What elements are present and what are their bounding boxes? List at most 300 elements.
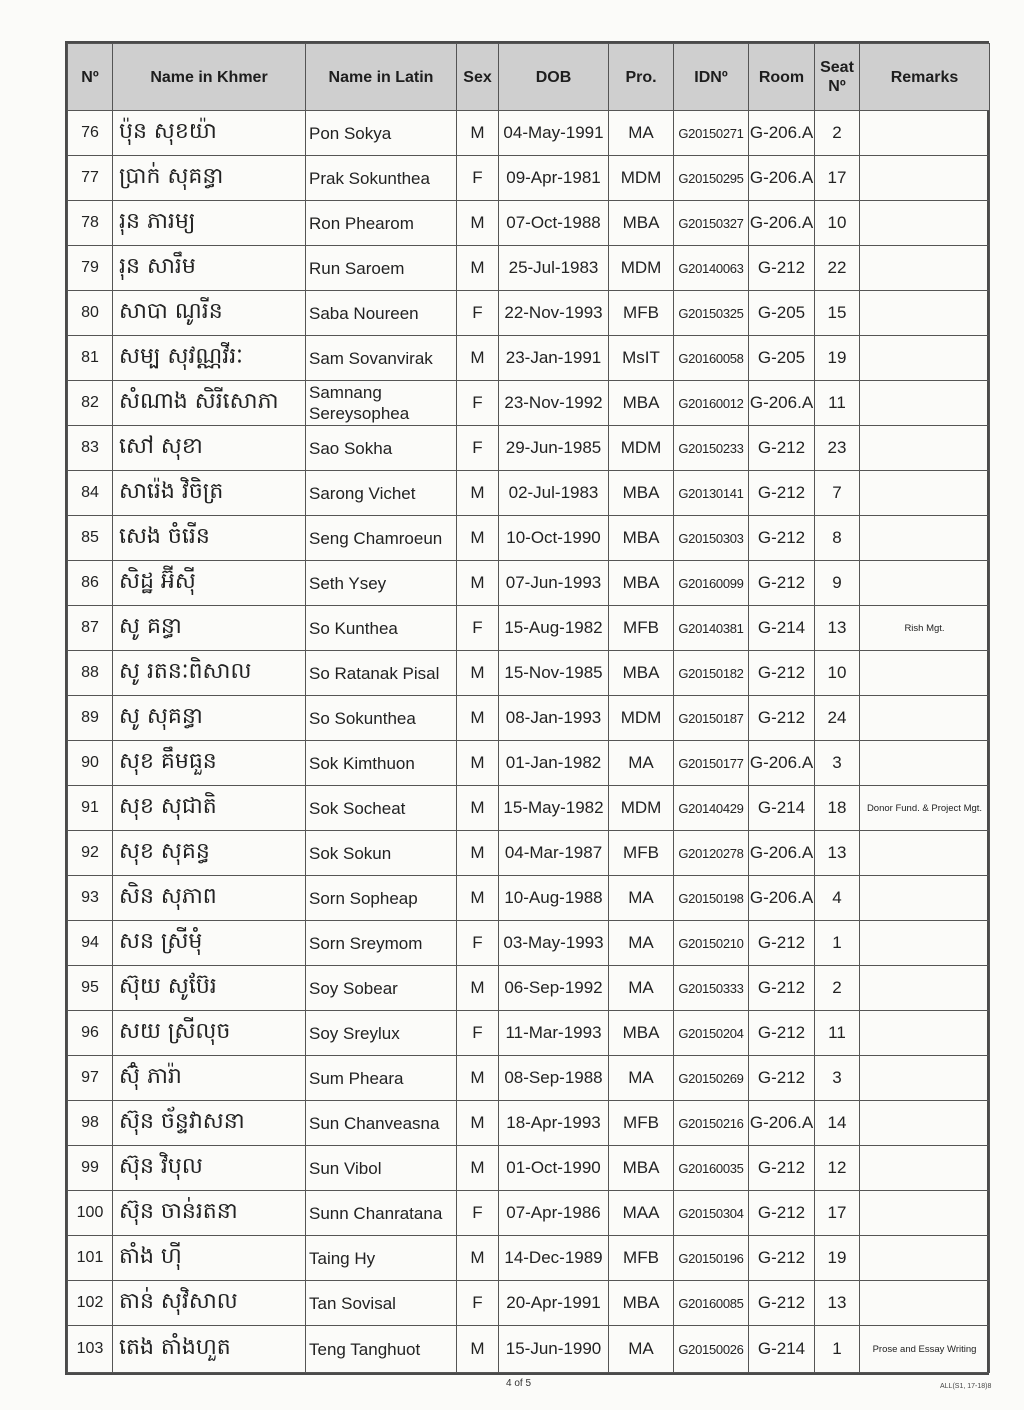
name-latin-cell: Soy Sreylux: [306, 1011, 457, 1056]
dob-cell: 01-Jan-1982: [499, 741, 609, 786]
row-number-cell: 76: [68, 111, 113, 156]
header-name-khmer: Name in Khmer: [113, 44, 306, 111]
seat-cell: 3: [815, 1056, 860, 1101]
sex-cell: M: [457, 1101, 499, 1146]
room-cell: G-212: [749, 1191, 815, 1236]
program-cell: MAA: [609, 1191, 674, 1236]
program-cell: MBA: [609, 381, 674, 426]
sex-cell: M: [457, 696, 499, 741]
row-number-cell: 78: [68, 201, 113, 246]
name-khmer-cell: ស៊ុយ សូប៊ែរ: [113, 966, 306, 1011]
seat-cell: 19: [815, 336, 860, 381]
idn-cell: G20150216: [674, 1101, 749, 1146]
program-cell: MsIT: [609, 336, 674, 381]
name-khmer-cell: តាំង ហ៊ី: [113, 1236, 306, 1281]
sex-cell: M: [457, 246, 499, 291]
name-latin-cell: So Ratanak Pisal: [306, 651, 457, 696]
table-row: [68, 786, 990, 831]
sex-cell: M: [457, 336, 499, 381]
seat-cell: 1: [815, 921, 860, 966]
room-cell: G-212: [749, 921, 815, 966]
name-khmer-cell: សម្ប សុវណ្ណវីរៈ: [113, 336, 306, 381]
program-cell: MFB: [609, 291, 674, 336]
dob-cell: 03-May-1993: [499, 921, 609, 966]
sex-cell: M: [457, 1056, 499, 1101]
program-cell: MBA: [609, 201, 674, 246]
remarks-cell: [860, 201, 990, 246]
idn-cell: G20130141: [674, 471, 749, 516]
header-room: Room: [749, 44, 815, 111]
table-row: [68, 156, 990, 201]
name-latin-cell: Taing Hy: [306, 1236, 457, 1281]
room-cell: G-206.A: [749, 201, 815, 246]
idn-cell: G20150198: [674, 876, 749, 921]
table-body: [68, 111, 990, 1373]
seat-cell: 1: [815, 1326, 860, 1373]
name-khmer-cell: រុន ភារម្យ: [113, 201, 306, 246]
row-number-cell: 86: [68, 561, 113, 606]
table-header-row: [68, 44, 990, 111]
seat-cell: 24: [815, 696, 860, 741]
program-cell: MBA: [609, 1011, 674, 1056]
name-latin-cell: Sorn Sreymom: [306, 921, 457, 966]
dob-cell: 07-Oct-1988: [499, 201, 609, 246]
remarks-cell: [860, 246, 990, 291]
remarks-cell: [860, 561, 990, 606]
program-cell: MBA: [609, 651, 674, 696]
seat-cell: 17: [815, 1191, 860, 1236]
seat-cell: 8: [815, 516, 860, 561]
dob-cell: 06-Sep-1992: [499, 966, 609, 1011]
idn-cell: G20150327: [674, 201, 749, 246]
room-cell: G-212: [749, 516, 815, 561]
name-khmer-cell: សំណាង សិរីសោភា: [113, 381, 306, 426]
program-cell: MDM: [609, 246, 674, 291]
name-khmer-cell: ស៊ុន វិបុល: [113, 1146, 306, 1191]
header-idn: IDNº: [674, 44, 749, 111]
dob-cell: 23-Jan-1991: [499, 336, 609, 381]
name-latin-cell: Seng Chamroeun: [306, 516, 457, 561]
seat-cell: 13: [815, 1281, 860, 1326]
remarks-cell: [860, 336, 990, 381]
row-number-cell: 91: [68, 786, 113, 831]
dob-cell: 14-Dec-1989: [499, 1236, 609, 1281]
dob-cell: 11-Mar-1993: [499, 1011, 609, 1056]
idn-cell: G20160099: [674, 561, 749, 606]
sex-cell: M: [457, 741, 499, 786]
room-cell: G-212: [749, 1056, 815, 1101]
seat-cell: 2: [815, 966, 860, 1011]
name-latin-cell: Saba Noureen: [306, 291, 457, 336]
row-number-cell: 88: [68, 651, 113, 696]
row-number-cell: 85: [68, 516, 113, 561]
sex-cell: F: [457, 1281, 499, 1326]
sex-cell: M: [457, 1236, 499, 1281]
dob-cell: 07-Apr-1986: [499, 1191, 609, 1236]
name-khmer-cell: សារ៉េង វិចិត្រ: [113, 471, 306, 516]
dob-cell: 01-Oct-1990: [499, 1146, 609, 1191]
table-row: [68, 1011, 990, 1056]
name-khmer-cell: សុខ សុគន្ធ: [113, 831, 306, 876]
dob-cell: 08-Sep-1988: [499, 1056, 609, 1101]
room-cell: G-212: [749, 561, 815, 606]
dob-cell: 20-Apr-1991: [499, 1281, 609, 1326]
header-seat: Seat Nº: [815, 44, 860, 111]
name-latin-cell: So Sokunthea: [306, 696, 457, 741]
room-cell: G-206.A: [749, 831, 815, 876]
row-number-cell: 98: [68, 1101, 113, 1146]
seat-cell: 7: [815, 471, 860, 516]
table-row: [68, 651, 990, 696]
name-khmer-cell: សាបា ណូរីន: [113, 291, 306, 336]
remarks-cell: [860, 426, 990, 471]
name-latin-cell: Samnang Sereysophea: [306, 381, 457, 426]
name-khmer-cell: សិន សុភាព: [113, 876, 306, 921]
seat-cell: 18: [815, 786, 860, 831]
seat-cell: 15: [815, 291, 860, 336]
name-latin-cell: Tan Sovisal: [306, 1281, 457, 1326]
table-row: [68, 741, 990, 786]
row-number-cell: 96: [68, 1011, 113, 1056]
sex-cell: M: [457, 876, 499, 921]
idn-cell: G20150325: [674, 291, 749, 336]
dob-cell: 04-Mar-1987: [499, 831, 609, 876]
idn-cell: G20140429: [674, 786, 749, 831]
idn-cell: G20150210: [674, 921, 749, 966]
table-row: [68, 381, 990, 426]
row-number-cell: 83: [68, 426, 113, 471]
program-cell: MFB: [609, 1101, 674, 1146]
row-number-cell: 92: [68, 831, 113, 876]
idn-cell: G20160012: [674, 381, 749, 426]
name-khmer-cell: ស៊ុន ចាន់រតនា: [113, 1191, 306, 1236]
table-row: [68, 966, 990, 1011]
seat-cell: 4: [815, 876, 860, 921]
table-row: [68, 696, 990, 741]
room-cell: G-206.A: [749, 111, 815, 156]
row-number-cell: 102: [68, 1281, 113, 1326]
sex-cell: F: [457, 1011, 499, 1056]
table-row: [68, 1281, 990, 1326]
seat-cell: 14: [815, 1101, 860, 1146]
name-latin-cell: Prak Sokunthea: [306, 156, 457, 201]
name-latin-cell: Seth Ysey: [306, 561, 457, 606]
sex-cell: F: [457, 921, 499, 966]
row-number-cell: 79: [68, 246, 113, 291]
dob-cell: 10-Oct-1990: [499, 516, 609, 561]
idn-cell: G20150187: [674, 696, 749, 741]
header-sex: Sex: [457, 44, 499, 111]
name-latin-cell: Sun Vibol: [306, 1146, 457, 1191]
room-cell: G-206.A: [749, 156, 815, 201]
seat-cell: 12: [815, 1146, 860, 1191]
table-row: [68, 606, 990, 651]
remarks-cell: [860, 1236, 990, 1281]
row-number-cell: 77: [68, 156, 113, 201]
room-cell: G-205: [749, 336, 815, 381]
name-khmer-cell: ស៊ុំ ភារ៉ា: [113, 1056, 306, 1101]
idn-cell: G20140381: [674, 606, 749, 651]
header-dob: DOB: [499, 44, 609, 111]
sex-cell: F: [457, 426, 499, 471]
room-cell: G-205: [749, 291, 815, 336]
program-cell: MDM: [609, 426, 674, 471]
seat-cell: 11: [815, 1011, 860, 1056]
idn-cell: G20140063: [674, 246, 749, 291]
table-row: [68, 201, 990, 246]
row-number-cell: 89: [68, 696, 113, 741]
sex-cell: M: [457, 966, 499, 1011]
idn-cell: G20150182: [674, 651, 749, 696]
table-row: [68, 471, 990, 516]
remarks-cell: [860, 1146, 990, 1191]
dob-cell: 10-Aug-1988: [499, 876, 609, 921]
row-number-cell: 101: [68, 1236, 113, 1281]
room-cell: G-214: [749, 606, 815, 651]
name-latin-cell: Teng Tanghuot: [306, 1326, 457, 1373]
table-row: [68, 1101, 990, 1146]
program-cell: MA: [609, 741, 674, 786]
name-latin-cell: Sun Chanveasna: [306, 1101, 457, 1146]
row-number-cell: 99: [68, 1146, 113, 1191]
name-khmer-cell: ស៊ុន ច័ន្ទវាសនា: [113, 1101, 306, 1146]
remarks-cell: Rish Mgt.: [860, 606, 990, 651]
dob-cell: 15-Jun-1990: [499, 1326, 609, 1373]
program-cell: MBA: [609, 471, 674, 516]
program-cell: MA: [609, 1326, 674, 1373]
remarks-cell: [860, 966, 990, 1011]
idn-cell: G20160035: [674, 1146, 749, 1191]
name-latin-cell: Sam Sovanvirak: [306, 336, 457, 381]
program-cell: MA: [609, 876, 674, 921]
name-khmer-cell: តាន់ សុវិសាល: [113, 1281, 306, 1326]
dob-cell: 25-Jul-1983: [499, 246, 609, 291]
header-remarks: Remarks: [860, 44, 990, 111]
dob-cell: 02-Jul-1983: [499, 471, 609, 516]
seat-cell: 10: [815, 201, 860, 246]
name-khmer-cell: សូ រតនៈពិសាល: [113, 651, 306, 696]
remarks-cell: [860, 1056, 990, 1101]
student-roster-table: [67, 43, 990, 1373]
remarks-cell: [860, 516, 990, 561]
remarks-cell: [860, 111, 990, 156]
name-latin-cell: Sok Socheat: [306, 786, 457, 831]
program-cell: MBA: [609, 1281, 674, 1326]
idn-cell: G20150196: [674, 1236, 749, 1281]
document-code: ALL(S1, 17-18)8: [940, 1383, 992, 1390]
table-row: [68, 246, 990, 291]
name-khmer-cell: សេង ចំរើន: [113, 516, 306, 561]
room-cell: G-214: [749, 1326, 815, 1373]
remarks-cell: [860, 1281, 990, 1326]
remarks-cell: [860, 876, 990, 921]
dob-cell: 29-Jun-1985: [499, 426, 609, 471]
row-number-cell: 94: [68, 921, 113, 966]
seat-cell: 9: [815, 561, 860, 606]
row-number-cell: 87: [68, 606, 113, 651]
idn-cell: G20150026: [674, 1326, 749, 1373]
sex-cell: F: [457, 156, 499, 201]
page-number: 4 of 5: [506, 1378, 532, 1389]
table-row: [68, 921, 990, 966]
table-row: [68, 1326, 990, 1373]
idn-cell: G20150269: [674, 1056, 749, 1101]
remarks-cell: [860, 1101, 990, 1146]
name-latin-cell: Sok Sokun: [306, 831, 457, 876]
dob-cell: 18-Apr-1993: [499, 1101, 609, 1146]
table-row: [68, 561, 990, 606]
remarks-cell: [860, 471, 990, 516]
name-khmer-cell: ប៉ុន សុខយ៉ា: [113, 111, 306, 156]
seat-cell: 3: [815, 741, 860, 786]
row-number-cell: 103: [68, 1326, 113, 1373]
remarks-cell: [860, 1191, 990, 1236]
student-roster-sheet: [65, 41, 989, 1375]
remarks-cell: [860, 381, 990, 426]
room-cell: G-212: [749, 651, 815, 696]
dob-cell: 08-Jan-1993: [499, 696, 609, 741]
seat-cell: 19: [815, 1236, 860, 1281]
room-cell: G-206.A: [749, 1101, 815, 1146]
table-row: [68, 516, 990, 561]
name-latin-cell: Sorn Sopheap: [306, 876, 457, 921]
idn-cell: G20150303: [674, 516, 749, 561]
seat-cell: 23: [815, 426, 860, 471]
seat-cell: 10: [815, 651, 860, 696]
seat-cell: 13: [815, 831, 860, 876]
sex-cell: M: [457, 786, 499, 831]
dob-cell: 22-Nov-1993: [499, 291, 609, 336]
room-cell: G-214: [749, 786, 815, 831]
remarks-cell: [860, 696, 990, 741]
remarks-cell: Prose and Essay Writing: [860, 1326, 990, 1373]
dob-cell: 09-Apr-1981: [499, 156, 609, 201]
name-khmer-cell: ប្រាក់ សុគន្ធា: [113, 156, 306, 201]
seat-cell: 11: [815, 381, 860, 426]
remarks-cell: [860, 1011, 990, 1056]
program-cell: MDM: [609, 786, 674, 831]
idn-cell: G20160058: [674, 336, 749, 381]
table-row: [68, 291, 990, 336]
program-cell: MBA: [609, 516, 674, 561]
room-cell: G-212: [749, 246, 815, 291]
row-number-cell: 82: [68, 381, 113, 426]
program-cell: MDM: [609, 696, 674, 741]
room-cell: G-212: [749, 1236, 815, 1281]
name-khmer-cell: តេង តាំងហួត: [113, 1326, 306, 1373]
sex-cell: M: [457, 1146, 499, 1191]
row-number-cell: 100: [68, 1191, 113, 1236]
program-cell: MDM: [609, 156, 674, 201]
name-latin-cell: Sarong Vichet: [306, 471, 457, 516]
name-latin-cell: Sao Sokha: [306, 426, 457, 471]
table-row: [68, 831, 990, 876]
sex-cell: F: [457, 1191, 499, 1236]
name-khmer-cell: សយ ស្រីលុច: [113, 1011, 306, 1056]
table-row: [68, 336, 990, 381]
idn-cell: G20150177: [674, 741, 749, 786]
name-khmer-cell: សុខ គឹមធួន: [113, 741, 306, 786]
idn-cell: G20120278: [674, 831, 749, 876]
remarks-cell: [860, 291, 990, 336]
name-khmer-cell: សន ស្រីមុំ: [113, 921, 306, 966]
room-cell: G-212: [749, 1011, 815, 1056]
room-cell: G-212: [749, 966, 815, 1011]
idn-cell: G20160085: [674, 1281, 749, 1326]
remarks-cell: [860, 651, 990, 696]
program-cell: MFB: [609, 606, 674, 651]
program-cell: MA: [609, 111, 674, 156]
name-khmer-cell: សូ គន្ធា: [113, 606, 306, 651]
seat-cell: 2: [815, 111, 860, 156]
header-no: Nº: [68, 44, 113, 111]
remarks-cell: [860, 921, 990, 966]
program-cell: MBA: [609, 1146, 674, 1191]
row-number-cell: 95: [68, 966, 113, 1011]
remarks-cell: [860, 156, 990, 201]
sex-cell: F: [457, 606, 499, 651]
room-cell: G-206.A: [749, 381, 815, 426]
program-cell: MA: [609, 1056, 674, 1101]
sex-cell: M: [457, 831, 499, 876]
dob-cell: 04-May-1991: [499, 111, 609, 156]
name-latin-cell: Run Saroem: [306, 246, 457, 291]
sex-cell: F: [457, 381, 499, 426]
name-latin-cell: Ron Phearom: [306, 201, 457, 246]
sex-cell: M: [457, 561, 499, 606]
idn-cell: G20150333: [674, 966, 749, 1011]
name-khmer-cell: សិដ្ឋ អ៊ីស៊ី: [113, 561, 306, 606]
table-row: [68, 1191, 990, 1236]
name-khmer-cell: សុខ សុជាតិ: [113, 786, 306, 831]
room-cell: G-212: [749, 471, 815, 516]
sex-cell: M: [457, 651, 499, 696]
room-cell: G-206.A: [749, 741, 815, 786]
table-row: [68, 876, 990, 921]
table-row: [68, 1236, 990, 1281]
table-row: [68, 1146, 990, 1191]
sex-cell: M: [457, 1326, 499, 1373]
idn-cell: G20150233: [674, 426, 749, 471]
row-number-cell: 93: [68, 876, 113, 921]
row-number-cell: 80: [68, 291, 113, 336]
seat-cell: 13: [815, 606, 860, 651]
name-latin-cell: So Kunthea: [306, 606, 457, 651]
idn-cell: G20150271: [674, 111, 749, 156]
dob-cell: 15-Nov-1985: [499, 651, 609, 696]
seat-cell: 17: [815, 156, 860, 201]
row-number-cell: 97: [68, 1056, 113, 1101]
dob-cell: 23-Nov-1992: [499, 381, 609, 426]
table-row: [68, 111, 990, 156]
seat-cell: 22: [815, 246, 860, 291]
program-cell: MFB: [609, 831, 674, 876]
dob-cell: 15-May-1982: [499, 786, 609, 831]
table-row: [68, 1056, 990, 1101]
idn-cell: G20150304: [674, 1191, 749, 1236]
name-khmer-cell: រុន សារឹម: [113, 246, 306, 291]
row-number-cell: 84: [68, 471, 113, 516]
name-latin-cell: Pon Sokya: [306, 111, 457, 156]
name-latin-cell: Sok Kimthuon: [306, 741, 457, 786]
remarks-cell: [860, 741, 990, 786]
name-khmer-cell: សូ សុគន្ធា: [113, 696, 306, 741]
dob-cell: 15-Aug-1982: [499, 606, 609, 651]
program-cell: MA: [609, 921, 674, 966]
program-cell: MA: [609, 966, 674, 1011]
sex-cell: M: [457, 111, 499, 156]
row-number-cell: 90: [68, 741, 113, 786]
